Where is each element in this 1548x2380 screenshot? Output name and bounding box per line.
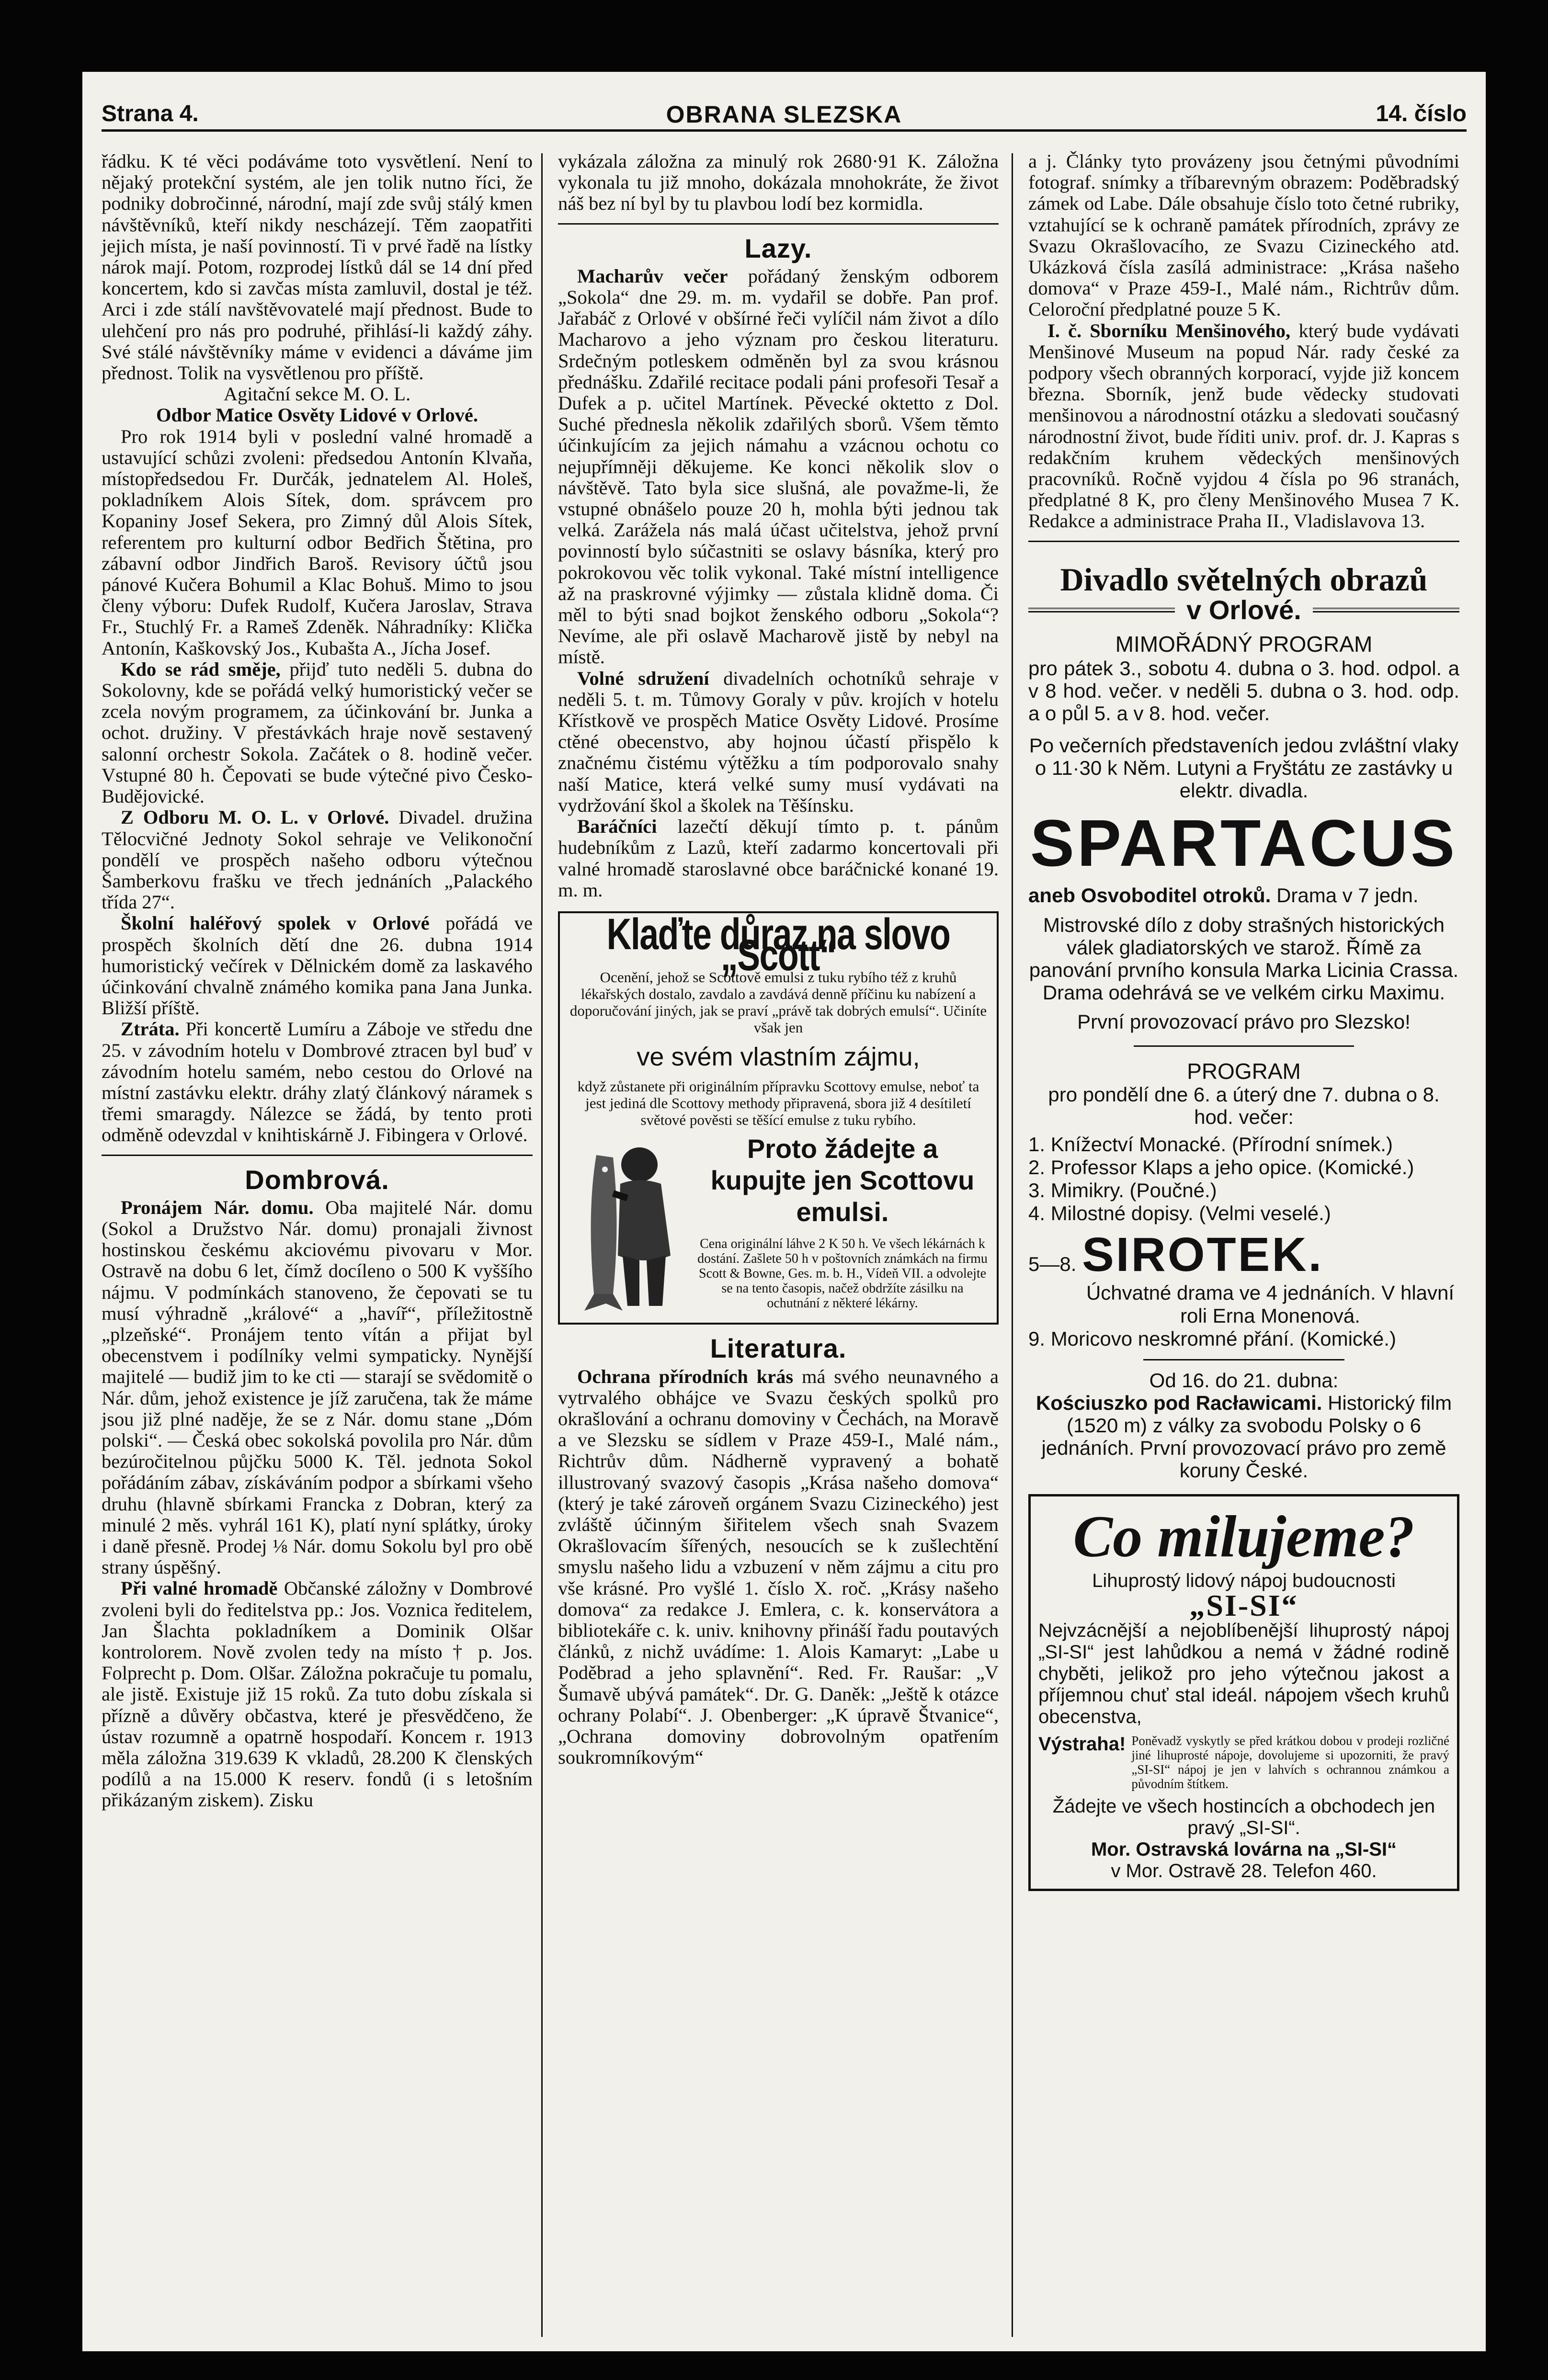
warning-label: Výstraha!	[1038, 1734, 1126, 1755]
lead: Ztráta.	[121, 1018, 180, 1040]
ad-headline: Co milujeme?	[1073, 1503, 1415, 1569]
section-heading-literatura: Literatura.	[710, 1333, 847, 1364]
section-heading-dombrova: Dombrová.	[245, 1164, 389, 1195]
issue-number: 14. číslo	[1376, 101, 1467, 126]
feature-sub: Drama v 7 jedn.	[1276, 884, 1419, 907]
warning-text: Poněvadž vyskytly se před krátkou dobou v prodeji rozličné jiné lihuprosté nápoje, dovolujeme si upozorniti, že pravý „SI-SI“ nápoj je jen v lahvích s ochrannou známkou a původním štítkem.	[1131, 1734, 1449, 1791]
feature-title: SPARTACUS	[1030, 806, 1458, 880]
heading-text: Odbor Matice Osvěty Lidové v Orlové.	[156, 404, 478, 426]
paragraph	[102, 1019, 533, 1145]
column-3	[1028, 151, 1459, 1902]
paragraph: Pro rok 1914 byli v poslední valné hromadě a ustavující schůzi zvoleni: předsedou Antonín Klvaňa, místopředsedou Fr. Durčák, jednatelem Al. Holeš, pokladníkem Alois Sítek, dom. správcem pro Kopaniny Josef Sekera, pro Zimný důl Alois Sítek, referentem pro kulturní odbor Bedřich Štětina, pro zábavní odbor Jindřich Baroš. Revisory účtů jsou pánové Kučera Bohumil a Klac Bohuš. Mimo to jsou členy výboru: Dufek Rudolf, Kučera Jaroslav, Strava Fr., Stuchlý Fr. a Rameš Zdeněk. Náhradníky: Klička Antonín, Kaškovský Jos., Kubašta A., Jícha Josef.	[102, 425, 533, 659]
ad-body: Nejvzácnější a nejoblíbenější lihuprostý nápoj „SI-SI“ jest lahůdkou a nemá v žádné rodině chyběti, jelikož pro jeho výtečnou jakost a příjemnou chuť stal ideál. nápojem všech kruhů obecenstva,	[1038, 1620, 1449, 1728]
cinema-ad	[1028, 561, 1459, 1482]
maker-name: Mor. Ostravská lovárna na „SI-SI“	[1091, 1839, 1397, 1860]
program-item: 4. Milostné dopisy. (Velmi veselé.)	[1028, 1201, 1331, 1224]
newspaper-title: OBRANA SLEZSKA	[666, 101, 902, 128]
lead: Baráčníci	[577, 816, 657, 838]
column-divider-1	[541, 153, 543, 2337]
heading	[102, 405, 533, 426]
text: který bude vydávati Menšinové Museum na popud Nár. rady české za podpory všech obranných korporací, vyjde již koncem března. Sborník, jenž bude vědecky studovati menšinovou a národnostní otázku a sledovati současný národnostní život, bude říditi univ. prof. dr. J. Kapras s redakčním kruhem vědeckých menšinových pracovníků. Ročně vyjdou 4 čísla po 96 stranách, předplatné 8 K, pro členy Menšinového Musea 7 K. Redakce a administrace Praha II., Vladislavova 13.	[1028, 319, 1459, 532]
feature-sub-bold: aneb Osvoboditel otroků.	[1028, 884, 1271, 907]
lead: Z Odboru M. O. L. v Orlové.	[121, 806, 389, 828]
lead: Při valné hromadě	[121, 1577, 278, 1599]
ad-lower	[568, 1133, 989, 1316]
paragraph	[558, 266, 999, 668]
lead: Volné sdružení	[577, 667, 709, 689]
paragraph	[558, 1366, 999, 1768]
separator	[1143, 1359, 1344, 1360]
program-dates: pro pátek 3., sobotu 4. dubna o 3. hod. odpol. a v 8 hod. večer. v neděli 5. dubna o 3. hod. odp. a o půl 5. a v 8. hod. večer.	[1028, 657, 1459, 725]
section-heading-lazy: Lazy.	[744, 233, 812, 263]
maker-address: v Mor. Ostravě 28. Telefon 460.	[1111, 1860, 1377, 1882]
paragraph	[102, 913, 533, 1019]
item-number: 5—8.	[1028, 1252, 1077, 1275]
next-label: Od 16. do 21. dubna:	[1149, 1369, 1339, 1392]
feature-rights: První provozovací právo pro Slezsko!	[1077, 1010, 1411, 1033]
ad-slogan: ve svém vlastním zájmu,	[637, 1043, 920, 1072]
separator	[558, 223, 999, 225]
separator	[1134, 1045, 1354, 1047]
ad-headline: Klaďte důraz na slovo „Scott“	[606, 909, 950, 980]
ad-body: Ocenění, jehož se Scottově emulsi z tuku rybího též z kruhů lékařských dostalo, zavdalo a zavdává denně příčinu ku nabízení a doporučování jiných, jak se praví „právě tak dobrých emulsí“. Učiníte však jen	[569, 969, 987, 1036]
header-rule	[102, 129, 1467, 132]
item-description: Úchvatné drama ve 4 jednáních. V hlavní roli Erna Monenová.	[1086, 1281, 1455, 1327]
paragraph: řádku. K té věci podáváme toto vysvětlení. Není to nějaký protekční systém, ale jen tolik nutno říci, že podniky dobročinné, národní, mají zde svůj stálý kmen návštěvníků, kteří nikdy nescházejí. Těm zaopatřiti jejich místa, je naší povinností. Ti v prvé řadě na lístky nárok mají. Potom, rozprodej lístků dál se 14 dní před koncertem, kdo si zavčas místa zamluvil, dostal je též. Arci i zde stálí navštěvovatelé mají přednost. Bude to ulehčení pro nás pro podruhé, přihlásí-li každý záhy. Své stálé návštěvníky máme v evidenci a dáváme jim přednost. Tolik na vysvětlenou pro příště.	[102, 150, 533, 384]
program-item: 9. Moricovo neskromné přání. (Komické.)	[1028, 1327, 1396, 1350]
program-item: 1. Knížectví Monacké. (Přírodní snímek.)	[1028, 1133, 1393, 1156]
paragraph	[102, 1197, 533, 1578]
program-label: MIMOŘÁDNÝ PROGRAM	[1115, 631, 1373, 657]
text: pořádaný ženským odborem „Sokola“ dne 29. m. m. vydařil se dobře. Pan prof. Jařabáč z Orlové v obšírné řeči vylíčil nám život a dílo Macharovo a jeho význam pro českou literaturu. Srdečným potleskem odměněn byl za svou krásnou přednášku. Zdařilé recitace podali páni profesoři Tesař a Dufek a p. učitel Martínek. Pěvecké oktetto z Dol. Suché přednesla několik zdařilých sborů. Všem těmto účinkujícím za jejich námahu a vzácnou ochotu co nejupřímněji děkujeme. Ke konci několik slov o návštěvě. Tato byla sice slušná, ale považme-li, že vstupné obnášelo pouze 20 h, mohla býti jednou tak velká. Zarážela nás malá účast učitelstva, jehož první povinností bylo súčastniti se oslavy básníka, který pro pokrokovou věc tolik vykonal. Také místní intelligence až na praskrovné výjimky — zůstala klidně doma. Či měl to býti snad bojkot ženského odboru „Sokola“? Nevíme, ale při oslavě Macharově jistě by nebyl na místě.	[558, 265, 999, 668]
separator	[1028, 541, 1459, 542]
program-item: 3. Mimikry. (Poučné.)	[1028, 1179, 1217, 1201]
ad-maker	[1038, 1839, 1449, 1882]
item-title: SIROTEK.	[1082, 1227, 1324, 1281]
si-si-ad	[1028, 1494, 1459, 1891]
paragraph	[102, 659, 533, 807]
text: lazečtí děkují tímto p. t. pánům hudebníkům z Lazů, kteří zadarmo koncertovali při valné hromadě staroslavné obce baráčnické konané 19. m. m.	[558, 816, 999, 901]
paragraph: a j. Články tyto provázeny jsou četnými původními fotograf. snímky a tříbarevným obrazem: Poděbradský zámek od Labe. Dále obsahuje číslo toto četné rubriky, vztahující se k ochraně památek přírodních, zprávy ze Svazu Okrašlovacího, ze Svazu Cizineckého atd. Ukázková čísla zasílá administrace: „Krása našeho domova“ v Praze 459-I., Malé nám., Richtrův dům. Celoroční předplatné pouze 5 K.	[1028, 150, 1459, 320]
program-item-5-8	[1028, 1228, 1459, 1281]
lead: Kdo se rád směje,	[121, 658, 281, 680]
paragraph	[558, 668, 999, 816]
program-item: 2. Professor Klaps a jeho opice. (Komické.)	[1028, 1156, 1414, 1179]
signature: Agitační sekce M. O. L.	[223, 383, 411, 405]
next-title: Kościuszko pod Racławicami.	[1036, 1391, 1322, 1414]
ad-subtitle: Lihuprostý lidový nápoj budoucnosti	[1092, 1570, 1396, 1591]
ad-body: když zůstanete při originálním přípravku Scottovy emulse, neboť ta jest jediná dle Scottovy methody připravená, sbora již 4 desítiletí světové pověsti se těšící emulse z tuku rybího.	[577, 1078, 979, 1129]
cinema-title: Divadlo světelných obrazů	[1060, 561, 1428, 598]
lead: I. č. Sborníku Menšinového,	[1047, 319, 1291, 341]
next-film	[1028, 1392, 1459, 1482]
ad-order: Žádejte ve všech hostincích a obchodech jen pravý „SI-SI“.	[1052, 1796, 1435, 1839]
lead: Pronájem Nár. domu.	[121, 1196, 314, 1218]
cinema-location: v Orlové.	[1186, 594, 1301, 625]
text: Občanské záložny v Dombrové zvoleni byli do ředitelstva pp.: Jos. Voznica ředitelem, Jan Šlachta pokladníkem a Dominik Olšar kontrolorem. Nově zvolen tedy na místo † p. Jos. Folprecht p. Dom. Olšar. Záložna pokračuje tu pomalu, ale jistě. Existuje již 15 roků. Za tuto dobu získala si přízně a důvěry občastva, které je přesvědčeno, že ústav rozumně a opatrně hospodaří. Koncem r. 1913 měla záložna 319.639 K vkladů, 28.200 K členských podílů a na 15.000 K reserv. fondů (i s letošním přikázaným ziskem). Zisku	[102, 1577, 533, 1811]
text: Při koncertě Lumíru a Záboje ve středu dne 25. v závodním hotelu v Dombrové ztracen byl buď v závodním hotelu samém, nebo cestou do Orlové na místní zastávku elektr. dráhy zlatý článkový náramek s třemi smaragdy. Nálezce se žádá, by tento proti odměně odevzdal v knihtiskárně J. Fibingera v Orlové.	[102, 1018, 533, 1146]
column-2	[558, 151, 999, 1768]
separator	[102, 1155, 533, 1156]
ad-warning	[1038, 1734, 1449, 1791]
program2-label: PROGRAM	[1187, 1058, 1301, 1084]
column-divider-2	[1012, 153, 1013, 2337]
paragraph	[102, 807, 533, 913]
paragraph	[102, 1578, 533, 1811]
paragraph	[1028, 320, 1459, 532]
column-1	[102, 151, 533, 1811]
text: přijď tuto neděli 5. dubna do Sokolovny, kde se pořádá velký humoristický večer se zcela novým programem, za účinkování br. Junka a ochot. družiny. V přestávkách hraje nově sestavený salonní orchestr Sokola. Začátek o 8. hodině večer. Vstupné 80 h. Čepovati se bude výtečné pivo Česko-Budějovické.	[102, 658, 533, 807]
program-items	[1028, 1133, 1459, 1350]
lead: Ochrana přírodních krás	[577, 1365, 794, 1387]
newspaper-page	[82, 72, 1486, 2351]
text: Oba majitelé Nár. domu (Sokol a Družstvo Nár. domu) pronajali živnost hostinskou českému akciovému pivovaru v Mor. Ostravě na dobu 6 let, čímž docíleno o 500 K vyššího nájmu. V podmínkách stanoveno, že čepovati se tu musí výhradně „králové“ a „havíř“, příležitostně „plzeňské“. Pronájem tento vítán a přijat byl obecenstvem i podílníky velmi sympaticky. Nynější majitelé — budiž jim to ke cti — starají se svědomitě o Nár. dům, jehož existence je jíž zaručena, tak že máme jsou již plné naděje, že se z Nár. domu stane „Dóm polski“. — Česká obec sokolská povolila pro Nár. dům bezúročitelnou půjčku 5000 K. Těl. jednota Sokol pořádáním zábav, získáváním podpor a sbírkami všeho druhu (hlavně sbírkami Francka z Dobran, který za minulé 2 měs. vyhrál 161 K), platí nyní splátky, úroky i daně přesně. Prodej ⅛ Nár. domu Sokolu byl pro obě strany úspěšný.	[102, 1196, 533, 1578]
lead: Macharův večer	[577, 265, 728, 287]
train-note: Po večerních představeních jedou zvláštní vlaky o 11·30 k Něm. Lutyni a Fryštátu ze zastávky u elektr. divadla.	[1029, 734, 1459, 802]
paragraph: vykázala záložna za minulý rok 2680·91 K. Záložna vykonala tu již mnoho, dokázala mnohokráte, že život náš bez ní byl by tu plavbou lodí bez kormidla.	[558, 150, 999, 215]
ad-call-to-action: Proto žádejte a kupujte jen Scottovu emulsi.	[710, 1133, 975, 1227]
scott-emulsion-ad	[558, 911, 999, 1325]
rule-right	[1313, 608, 1459, 612]
feature-subtitle	[1028, 884, 1459, 907]
text: má svého neunavného a vytrvalého obhájce ve Svazu českých spolků pro okrašlování a ochranu domoviny v Čechách, na Moravě a ve Slezsku se sídlem v Praze 459-I., Malé nám., Richtrův dům. Nádherně vypravený a bohatě illustrovaný svazový časopis „Krása našeho domova“ (který je také zároveň orgánem Svazu Cizineckého) jest zvláště účinným šiřitelem všech snah Svazem Okrašlovacím šířených, nesoucích se k zušlechtění smyslu našeho lidu a vzbuzení v něm zájmu a citu pro vše krásné. Pro vyšlé 1. číslo X. roč. „Krásy našeho domova“ za redakce J. Emlera, c. k. konservátora a bibliotekáře c. k. univ. knihovny přináší řadu poutavých článků, z nichž uvádíme: 1. Alois Kamaryt: „Labe u Poděbrad a jeho splavnění“. Red. Fr. Raušar: „V Šumavě ubývá památek“. Dr. G. Daněk: „Ještě k otázce ochrany Polabí“. J. Obenberger: „K úpravě Štvanice“, „Ochrana domoviny dobrovolným opatřením soukromníkovým“	[558, 1365, 999, 1768]
text: Divadel. družina Tělocvičné Jednoty Sokol sehraje ve Velikonoční pondělí ve prospěch našeho odboru výtečnou Šamberkovu frašku ve třech jednáních „Palackého třída 27“.	[102, 806, 533, 913]
next-description: Historický film (1520 m) z války za svobodu Polsky o 6 jednáních. První provozovací právo pro země koruny České.	[1041, 1391, 1452, 1482]
text: divadelních ochotníků sehraje v neděli 5. t. m. Tůmovy Goraly v pův. krojích v hotelu Křístkově ve prospěch Matice Osvěty Lidové. Prosíme ctěné obecenstvo, aby hojnou účastí přispělo k značnému čistému výtěžku a tím podporovalo snahy naší Matice, která velké sumy musí vydávati na vydržování škol a školek na Těšínsku.	[558, 667, 999, 816]
lead: Školní haléřový spolek v Orlové	[121, 912, 430, 934]
ad-price-note: Cena originální láhve 2 K 50 h. Ve všech lékárnách k dostání. Zašlete 50 h v poštovních známkách na firmu Scott & Bowne, Ges. m. b. H., Vídeň VII. a odvolejte se na tento časopis, načež obdržíte zásilku na ochutnání z některé lékárny.	[697, 1236, 988, 1311]
program2-dates: pro pondělí dne 6. a úterý dne 7. dubna o 8. hod. večer:	[1048, 1083, 1440, 1128]
ad-brand: „SI-SI“	[1189, 1588, 1298, 1623]
paragraph	[558, 816, 999, 901]
page-number: Strana 4.	[102, 101, 199, 126]
cinema-location-row	[1028, 594, 1459, 625]
text: pořádá ve prospěch školních dětí dne 26. dubna 1914 humoristický večírek v Dělnickém domě za laskavého účinkování chvalně známého komika pana Jana Junka. Bližší příště.	[102, 912, 533, 1019]
rule-left	[1028, 608, 1175, 612]
fisherman-with-fish-icon	[568, 1136, 687, 1313]
feature-description: Mistrovské dílo z doby strašných historických válek gladiatorských ve starož. Římě za panování prvního konsula Marka Licinia Crassa. Drama odehrává se ve velkém cirku Maximu.	[1029, 913, 1459, 1004]
